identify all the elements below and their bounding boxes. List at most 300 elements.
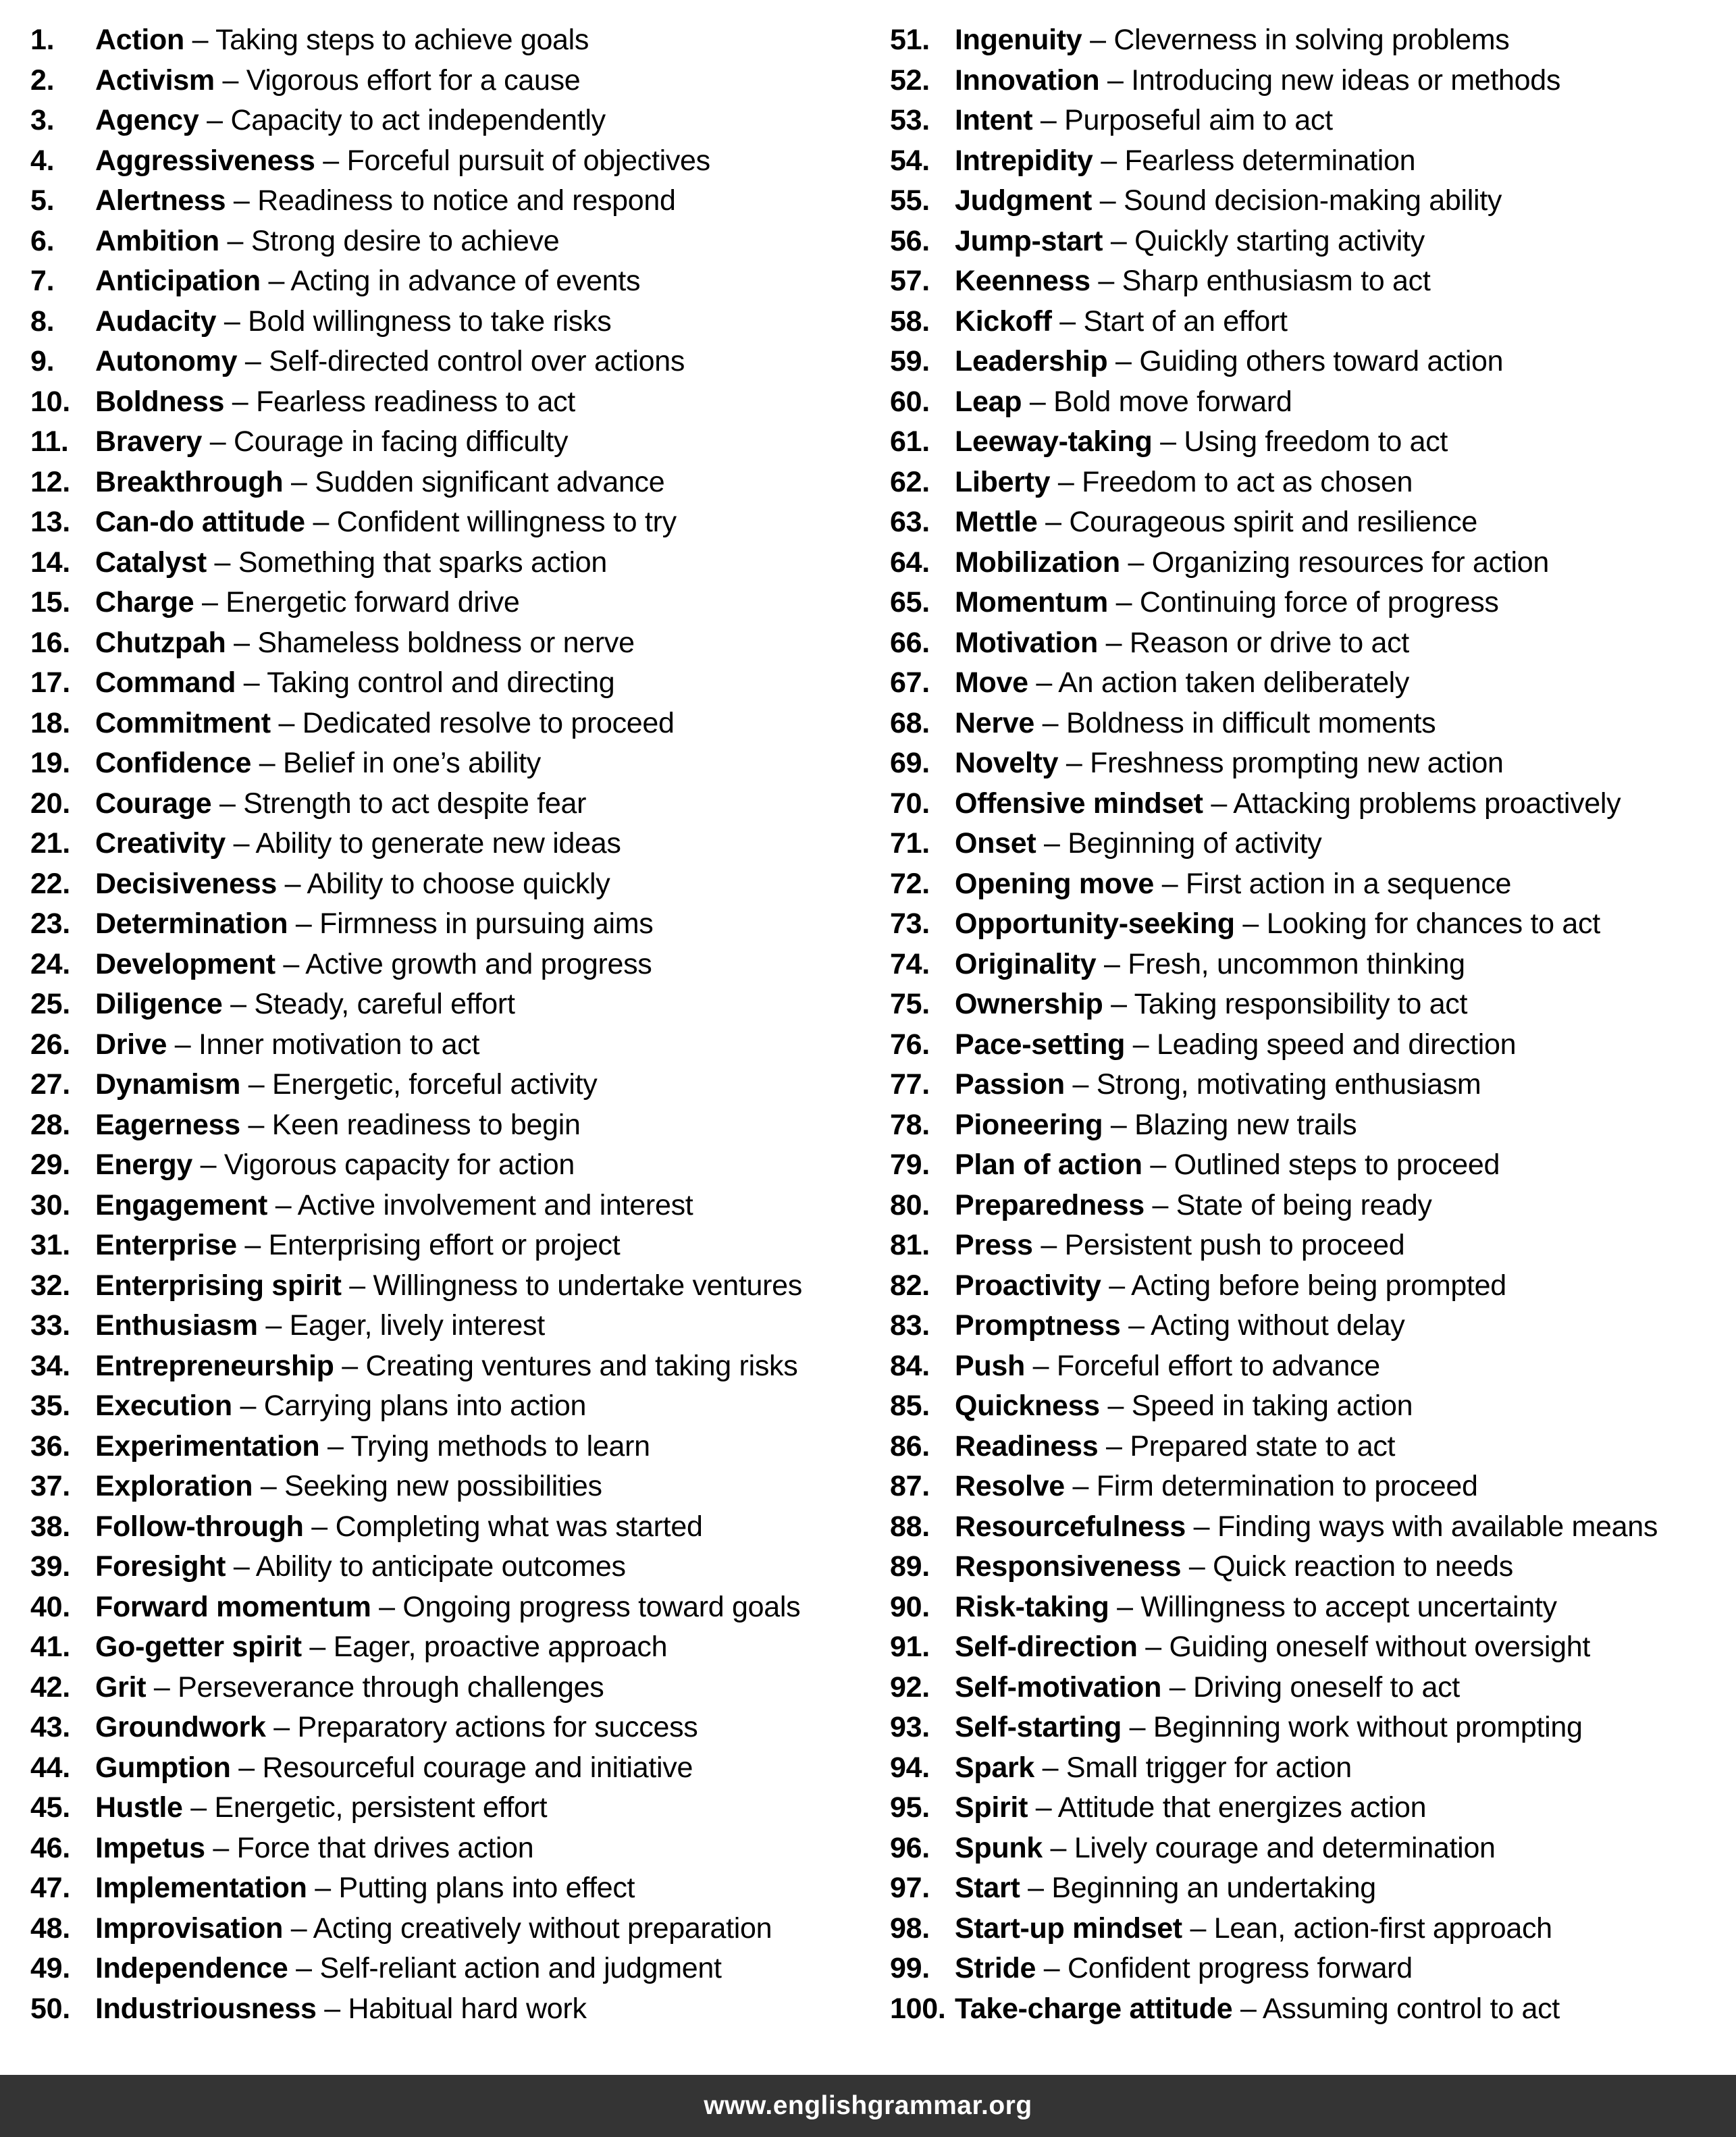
list-item <box>30 20 868 61</box>
item-definition: – Sudden significant advance <box>283 465 665 498</box>
item-term: Onset <box>955 827 1036 860</box>
list-item <box>30 502 868 543</box>
item-term: Take-charge attitude <box>955 1992 1233 2025</box>
item-number: 68. <box>890 706 930 739</box>
item-definition: – Guiding others toward action <box>1107 345 1504 377</box>
item-number: 55. <box>890 184 930 217</box>
item-definition: – Forceful effort to advance <box>1024 1349 1380 1382</box>
list-item <box>890 1186 1734 1226</box>
item-definition: – Bold move forward <box>1022 385 1292 418</box>
item-definition: – Looking for chances to act <box>1234 907 1600 940</box>
item-number: 67. <box>890 666 930 699</box>
item-definition: – Willingness to undertake ventures <box>341 1269 802 1302</box>
footer-bar <box>0 2075 1736 2137</box>
list-item <box>30 1507 868 1548</box>
item-term: Pioneering <box>955 1108 1103 1141</box>
item-term: Press <box>955 1229 1033 1261</box>
item-term: Independence <box>95 1952 288 1984</box>
item-term: Self-direction <box>955 1631 1138 1663</box>
list-item <box>30 1186 868 1226</box>
list-item <box>30 663 868 704</box>
list-item <box>30 1788 868 1828</box>
list-item <box>30 302 868 342</box>
list-item <box>890 1708 1734 1748</box>
item-term: Momentum <box>955 586 1108 618</box>
item-term: Groundwork <box>95 1711 266 1743</box>
item-definition: – Sound decision-making ability <box>1092 184 1502 217</box>
item-definition: – Confident willingness to try <box>305 506 677 538</box>
item-number: 1. <box>30 24 55 56</box>
item-definition: – Ongoing progress toward goals <box>371 1590 801 1623</box>
item-number: 85. <box>890 1390 930 1422</box>
item-number: 63. <box>890 506 930 538</box>
item-number: 43. <box>30 1711 70 1743</box>
list-item <box>30 1748 868 1789</box>
list-item <box>890 1507 1734 1548</box>
item-number: 38. <box>30 1510 70 1543</box>
item-term: Innovation <box>955 63 1100 97</box>
item-number: 3. <box>30 104 55 136</box>
item-definition: – Active growth and progress <box>275 947 652 980</box>
item-definition: – Keen readiness to begin <box>240 1108 581 1141</box>
list-item <box>890 1105 1734 1146</box>
item-term: Agency <box>95 104 199 136</box>
item-number: 42. <box>30 1670 70 1704</box>
item-definition: – Introducing new ideas or methods <box>1099 63 1561 97</box>
item-term: Grit <box>95 1670 147 1704</box>
list-item <box>890 1909 1734 1949</box>
list-item <box>30 1145 868 1186</box>
item-number: 89. <box>890 1550 930 1583</box>
item-definition: – Blazing new trails <box>1103 1108 1357 1141</box>
list-item <box>890 824 1734 864</box>
item-definition: – Active involvement and interest <box>267 1188 693 1221</box>
item-number: 32. <box>30 1269 70 1302</box>
item-term: Industriousness <box>95 1992 317 2025</box>
item-term: Go-getter spirit <box>95 1631 302 1663</box>
item-definition: – Seeking new possibilities <box>253 1470 602 1502</box>
item-definition: – Boldness in difficult moments <box>1034 706 1436 739</box>
item-number: 98. <box>890 1911 930 1945</box>
item-term: Boldness <box>95 385 225 418</box>
item-term: Spark <box>955 1751 1035 1784</box>
item-number: 26. <box>30 1028 70 1061</box>
list-column-right <box>890 20 1734 2029</box>
item-number: 4. <box>30 144 55 177</box>
item-number: 30. <box>30 1188 70 1221</box>
item-definition: – Courageous spirit and resilience <box>1037 506 1478 538</box>
item-term: Catalyst <box>95 546 207 579</box>
item-definition: – Acting before being prompted <box>1101 1269 1506 1302</box>
list-item <box>890 1868 1734 1909</box>
item-definition: – Lively courage and determination <box>1042 1831 1496 1864</box>
list-item <box>890 20 1734 61</box>
item-number: 92. <box>890 1670 930 1704</box>
item-term: Alertness <box>95 184 226 217</box>
item-term: Anticipation <box>95 265 261 297</box>
item-term: Autonomy <box>95 345 238 377</box>
item-term: Proactivity <box>955 1269 1101 1302</box>
list-item <box>30 1467 868 1507</box>
list-item <box>890 1427 1734 1467</box>
list-item <box>890 743 1734 784</box>
item-term: Audacity <box>95 305 217 338</box>
list-item <box>30 704 868 744</box>
item-definition: – Shameless boldness or nerve <box>226 626 635 659</box>
item-number: 100. <box>890 1992 946 2025</box>
list-item <box>890 1748 1734 1789</box>
item-number: 88. <box>890 1510 930 1543</box>
list-item <box>30 1386 868 1427</box>
item-number: 35. <box>30 1390 70 1422</box>
item-number: 12. <box>30 465 70 498</box>
item-definition: – Vigorous effort for a cause <box>214 63 581 97</box>
item-definition: – Organizing resources for action <box>1120 546 1549 579</box>
item-definition: – Vigorous capacity for action <box>192 1149 575 1181</box>
item-definition: – Completing what was started <box>303 1510 703 1543</box>
item-term: Promptness <box>955 1309 1121 1342</box>
item-term: Opportunity-seeking <box>955 907 1235 940</box>
item-term: Risk-taking <box>955 1590 1109 1623</box>
list-item <box>30 1266 868 1307</box>
item-definition: – Energetic forward drive <box>194 586 520 618</box>
list-item <box>30 342 868 382</box>
item-term: Nerve <box>955 706 1035 739</box>
item-definition: – Strong desire to achieve <box>219 224 560 257</box>
item-definition: – Lean, action-first approach <box>1182 1911 1552 1945</box>
list-item <box>890 864 1734 905</box>
list-item <box>30 1989 868 2030</box>
item-term: Exploration <box>95 1470 253 1502</box>
list-item <box>890 1306 1734 1346</box>
item-term: Passion <box>955 1068 1065 1101</box>
item-term: Chutzpah <box>95 626 226 659</box>
list-item <box>30 61 868 101</box>
list-column-left <box>30 20 868 2029</box>
item-definition: – Attitude that energizes action <box>1028 1791 1427 1824</box>
item-number: 51. <box>890 24 930 56</box>
item-definition: – Quick reaction to needs <box>1181 1550 1513 1583</box>
item-number: 73. <box>890 907 930 940</box>
item-definition: – Steady, careful effort <box>222 988 515 1020</box>
item-number: 95. <box>890 1791 930 1824</box>
item-definition: – Ability to anticipate outcomes <box>226 1550 626 1583</box>
item-number: 19. <box>30 747 70 779</box>
item-definition: – Dedicated resolve to proceed <box>270 706 675 739</box>
list-item <box>890 302 1734 342</box>
item-term: Action <box>95 24 184 56</box>
item-number: 23. <box>30 907 70 940</box>
list-item <box>890 543 1734 583</box>
item-number: 90. <box>890 1590 930 1623</box>
item-definition: – Bold willingness to take risks <box>216 305 612 338</box>
item-term: Ambition <box>95 224 219 257</box>
list-item <box>890 463 1734 503</box>
item-definition: – Beginning of activity <box>1036 827 1322 860</box>
item-definition: – Prepared state to act <box>1098 1429 1396 1462</box>
item-term: Enthusiasm <box>95 1309 258 1342</box>
item-term: Originality <box>955 947 1097 980</box>
item-number: 9. <box>30 345 55 377</box>
item-term: Can-do attitude <box>95 506 305 538</box>
item-term: Leeway-taking <box>955 425 1153 458</box>
item-definition: – Enterprising effort or project <box>236 1229 621 1261</box>
item-definition: – Ability to generate new ideas <box>225 827 621 860</box>
item-definition: – Resourceful courage and initiative <box>230 1751 693 1784</box>
item-term: Engagement <box>95 1188 268 1221</box>
item-definition: – Taking steps to achieve goals <box>184 24 589 56</box>
item-term: Resourcefulness <box>955 1510 1186 1543</box>
item-number: 79. <box>890 1149 930 1181</box>
item-definition: – Start of an effort <box>1051 305 1288 338</box>
item-term: Forward momentum <box>95 1590 371 1623</box>
item-number: 47. <box>30 1872 70 1904</box>
item-number: 46. <box>30 1831 70 1864</box>
item-definition: – Ability to choose quickly <box>276 867 610 900</box>
item-definition: – Something that sparks action <box>206 546 607 579</box>
item-definition: – Beginning an undertaking <box>1020 1872 1376 1904</box>
item-definition: – Self-directed control over actions <box>237 345 685 377</box>
item-term: Confidence <box>95 747 252 779</box>
item-term: Execution <box>95 1390 232 1422</box>
list-item <box>890 101 1734 141</box>
item-number: 80. <box>890 1188 930 1221</box>
list-item <box>30 1065 868 1105</box>
item-number: 22. <box>30 867 70 900</box>
item-definition: – Taking control and directing <box>236 666 615 699</box>
list-item <box>30 463 868 503</box>
list-item <box>890 904 1734 945</box>
item-definition: – Quickly starting activity <box>1103 224 1425 257</box>
item-definition: – Habitual hard work <box>316 1992 587 2025</box>
item-definition: – Purposeful aim to act <box>1032 104 1333 136</box>
item-definition: – Cleverness in solving problems <box>1082 24 1510 56</box>
item-term: Ownership <box>955 988 1103 1020</box>
item-number: 75. <box>890 988 930 1020</box>
item-definition: – Firm determination to proceed <box>1064 1470 1478 1502</box>
item-number: 70. <box>890 787 930 820</box>
item-number: 14. <box>30 546 70 579</box>
item-term: Judgment <box>955 184 1093 217</box>
list-item <box>890 1145 1734 1186</box>
list-item <box>890 1266 1734 1307</box>
item-term: Bravery <box>95 425 203 458</box>
item-definition: – State of being ready <box>1144 1188 1432 1221</box>
item-number: 78. <box>890 1108 930 1141</box>
list-item <box>30 864 868 905</box>
item-definition: – Freshness prompting new action <box>1058 747 1504 779</box>
item-definition: – Belief in one’s ability <box>251 747 541 779</box>
item-number: 61. <box>890 425 930 458</box>
item-term: Stride <box>955 1952 1036 1984</box>
item-term: Self-motivation <box>955 1670 1162 1704</box>
item-number: 97. <box>890 1872 930 1904</box>
list-item <box>890 1547 1734 1587</box>
item-number: 91. <box>890 1631 930 1663</box>
list-item <box>890 1788 1734 1828</box>
item-definition: – Acting in advance of events <box>260 265 641 297</box>
item-definition: – Willingness to accept uncertainty <box>1109 1590 1557 1623</box>
item-number: 7. <box>30 265 55 297</box>
item-number: 87. <box>890 1470 930 1502</box>
list-item <box>30 101 868 141</box>
list-item <box>890 1025 1734 1065</box>
list-item <box>890 784 1734 824</box>
item-number: 16. <box>30 626 70 659</box>
item-term: Quickness <box>955 1390 1100 1422</box>
list-item <box>30 261 868 302</box>
list-item <box>890 1587 1734 1628</box>
item-number: 33. <box>30 1309 70 1342</box>
item-term: Preparedness <box>955 1188 1145 1221</box>
item-number: 34. <box>30 1349 70 1382</box>
list-item <box>30 1547 868 1587</box>
list-item <box>30 1427 868 1467</box>
item-definition: – Attacking problems proactively <box>1203 787 1621 820</box>
item-term: Development <box>95 947 275 980</box>
item-term: Start-up mindset <box>955 1911 1182 1945</box>
item-definition: – Beginning work without prompting <box>1121 1711 1583 1743</box>
item-number: 45. <box>30 1791 70 1824</box>
item-term: Resolve <box>955 1470 1065 1502</box>
item-number: 28. <box>30 1108 70 1141</box>
item-term: Courage <box>95 787 212 820</box>
item-definition: – First action in a sequence <box>1154 867 1512 900</box>
list-item <box>30 181 868 221</box>
item-number: 24. <box>30 947 70 980</box>
list-item <box>30 583 868 623</box>
item-definition: – Driving oneself to act <box>1161 1670 1460 1704</box>
item-term: Entrepreneurship <box>95 1349 334 1382</box>
list-item <box>890 1065 1734 1105</box>
item-number: 60. <box>890 385 930 418</box>
list-item <box>890 623 1734 664</box>
item-number: 72. <box>890 867 930 900</box>
list-item <box>30 543 868 583</box>
item-definition: – Eager, proactive approach <box>301 1631 668 1663</box>
item-definition: – Reason or drive to act <box>1097 626 1409 659</box>
item-term: Implementation <box>95 1872 307 1904</box>
item-definition: – Inner motivation to act <box>167 1028 480 1061</box>
list-item <box>30 422 868 463</box>
list-item <box>30 984 868 1025</box>
list-item <box>30 1105 868 1146</box>
item-definition: – Acting without delay <box>1120 1309 1405 1342</box>
item-term: Jump-start <box>955 224 1103 257</box>
item-definition: – Continuing force of progress <box>1107 586 1499 618</box>
list-item <box>890 663 1734 704</box>
item-number: 83. <box>890 1309 930 1342</box>
item-term: Intent <box>955 104 1033 136</box>
item-number: 99. <box>890 1952 930 1984</box>
item-number: 57. <box>890 265 930 297</box>
item-definition: – Freedom to act as chosen <box>1050 465 1413 498</box>
item-term: Motivation <box>955 626 1098 659</box>
list-item <box>890 583 1734 623</box>
item-definition: – Fearless readiness to act <box>224 385 575 418</box>
list-item <box>890 1828 1734 1869</box>
item-number: 84. <box>890 1349 930 1382</box>
list-item <box>30 1306 868 1346</box>
item-term: Spirit <box>955 1791 1028 1824</box>
list-item <box>30 1627 868 1668</box>
item-number: 2. <box>30 63 55 97</box>
item-term: Opening move <box>955 867 1155 900</box>
list-item <box>890 382 1734 423</box>
item-number: 13. <box>30 506 70 538</box>
list-item <box>890 1668 1734 1708</box>
item-term: Enterprise <box>95 1229 237 1261</box>
item-term: Impetus <box>95 1831 205 1864</box>
list-item <box>890 181 1734 221</box>
list-item <box>30 904 868 945</box>
list-item <box>890 1627 1734 1668</box>
item-number: 39. <box>30 1550 70 1583</box>
item-definition: – Perseverance through challenges <box>146 1670 604 1704</box>
item-number: 53. <box>890 104 930 136</box>
item-definition: – Forceful pursuit of objectives <box>315 144 710 177</box>
item-term: Determination <box>95 907 288 940</box>
list-item <box>890 1386 1734 1427</box>
item-number: 86. <box>890 1429 930 1462</box>
list-item <box>30 1668 868 1708</box>
list-item <box>890 61 1734 101</box>
item-term: Leadership <box>955 345 1108 377</box>
list-item <box>30 141 868 182</box>
list-item <box>30 1025 868 1065</box>
item-number: 52. <box>890 63 930 97</box>
item-term: Responsiveness <box>955 1550 1182 1583</box>
item-definition: – Force that drives action <box>205 1831 534 1864</box>
list-item <box>890 1989 1734 2030</box>
list-item <box>30 1828 868 1869</box>
item-number: 25. <box>30 988 70 1020</box>
item-definition: – Using freedom to act <box>1152 425 1448 458</box>
item-definition: – Taking responsibility to act <box>1103 988 1468 1020</box>
item-number: 66. <box>890 626 930 659</box>
item-number: 71. <box>890 827 930 860</box>
item-number: 50. <box>30 1992 70 2025</box>
item-number: 81. <box>890 1229 930 1261</box>
list-item <box>30 221 868 262</box>
item-definition: – Small trigger for action <box>1034 1751 1352 1784</box>
list-item <box>890 261 1734 302</box>
item-number: 17. <box>30 666 70 699</box>
item-term: Start <box>955 1872 1020 1904</box>
item-number: 76. <box>890 1028 930 1061</box>
item-term: Commitment <box>95 706 271 739</box>
item-definition: – Acting creatively without preparation <box>283 1911 772 1945</box>
item-definition: – Finding ways with available means <box>1186 1510 1658 1543</box>
item-term: Plan of action <box>955 1149 1142 1181</box>
item-definition: – Firmness in pursuing aims <box>288 907 654 940</box>
item-term: Readiness <box>955 1429 1099 1462</box>
item-term: Move <box>955 666 1028 699</box>
item-definition: – Carrying plans into action <box>232 1390 587 1422</box>
item-number: 18. <box>30 706 70 739</box>
item-number: 44. <box>30 1751 70 1784</box>
item-definition: – Outlined steps to proceed <box>1142 1149 1500 1181</box>
item-definition: – Assuming control to act <box>1232 1992 1560 2025</box>
item-term: Energy <box>95 1149 192 1181</box>
list-item <box>30 1225 868 1266</box>
list-item <box>890 945 1734 985</box>
list-item <box>890 984 1734 1025</box>
list-item <box>30 743 868 784</box>
item-definition: – Capacity to act independently <box>199 104 606 136</box>
item-number: 15. <box>30 586 70 618</box>
item-number: 56. <box>890 224 930 257</box>
